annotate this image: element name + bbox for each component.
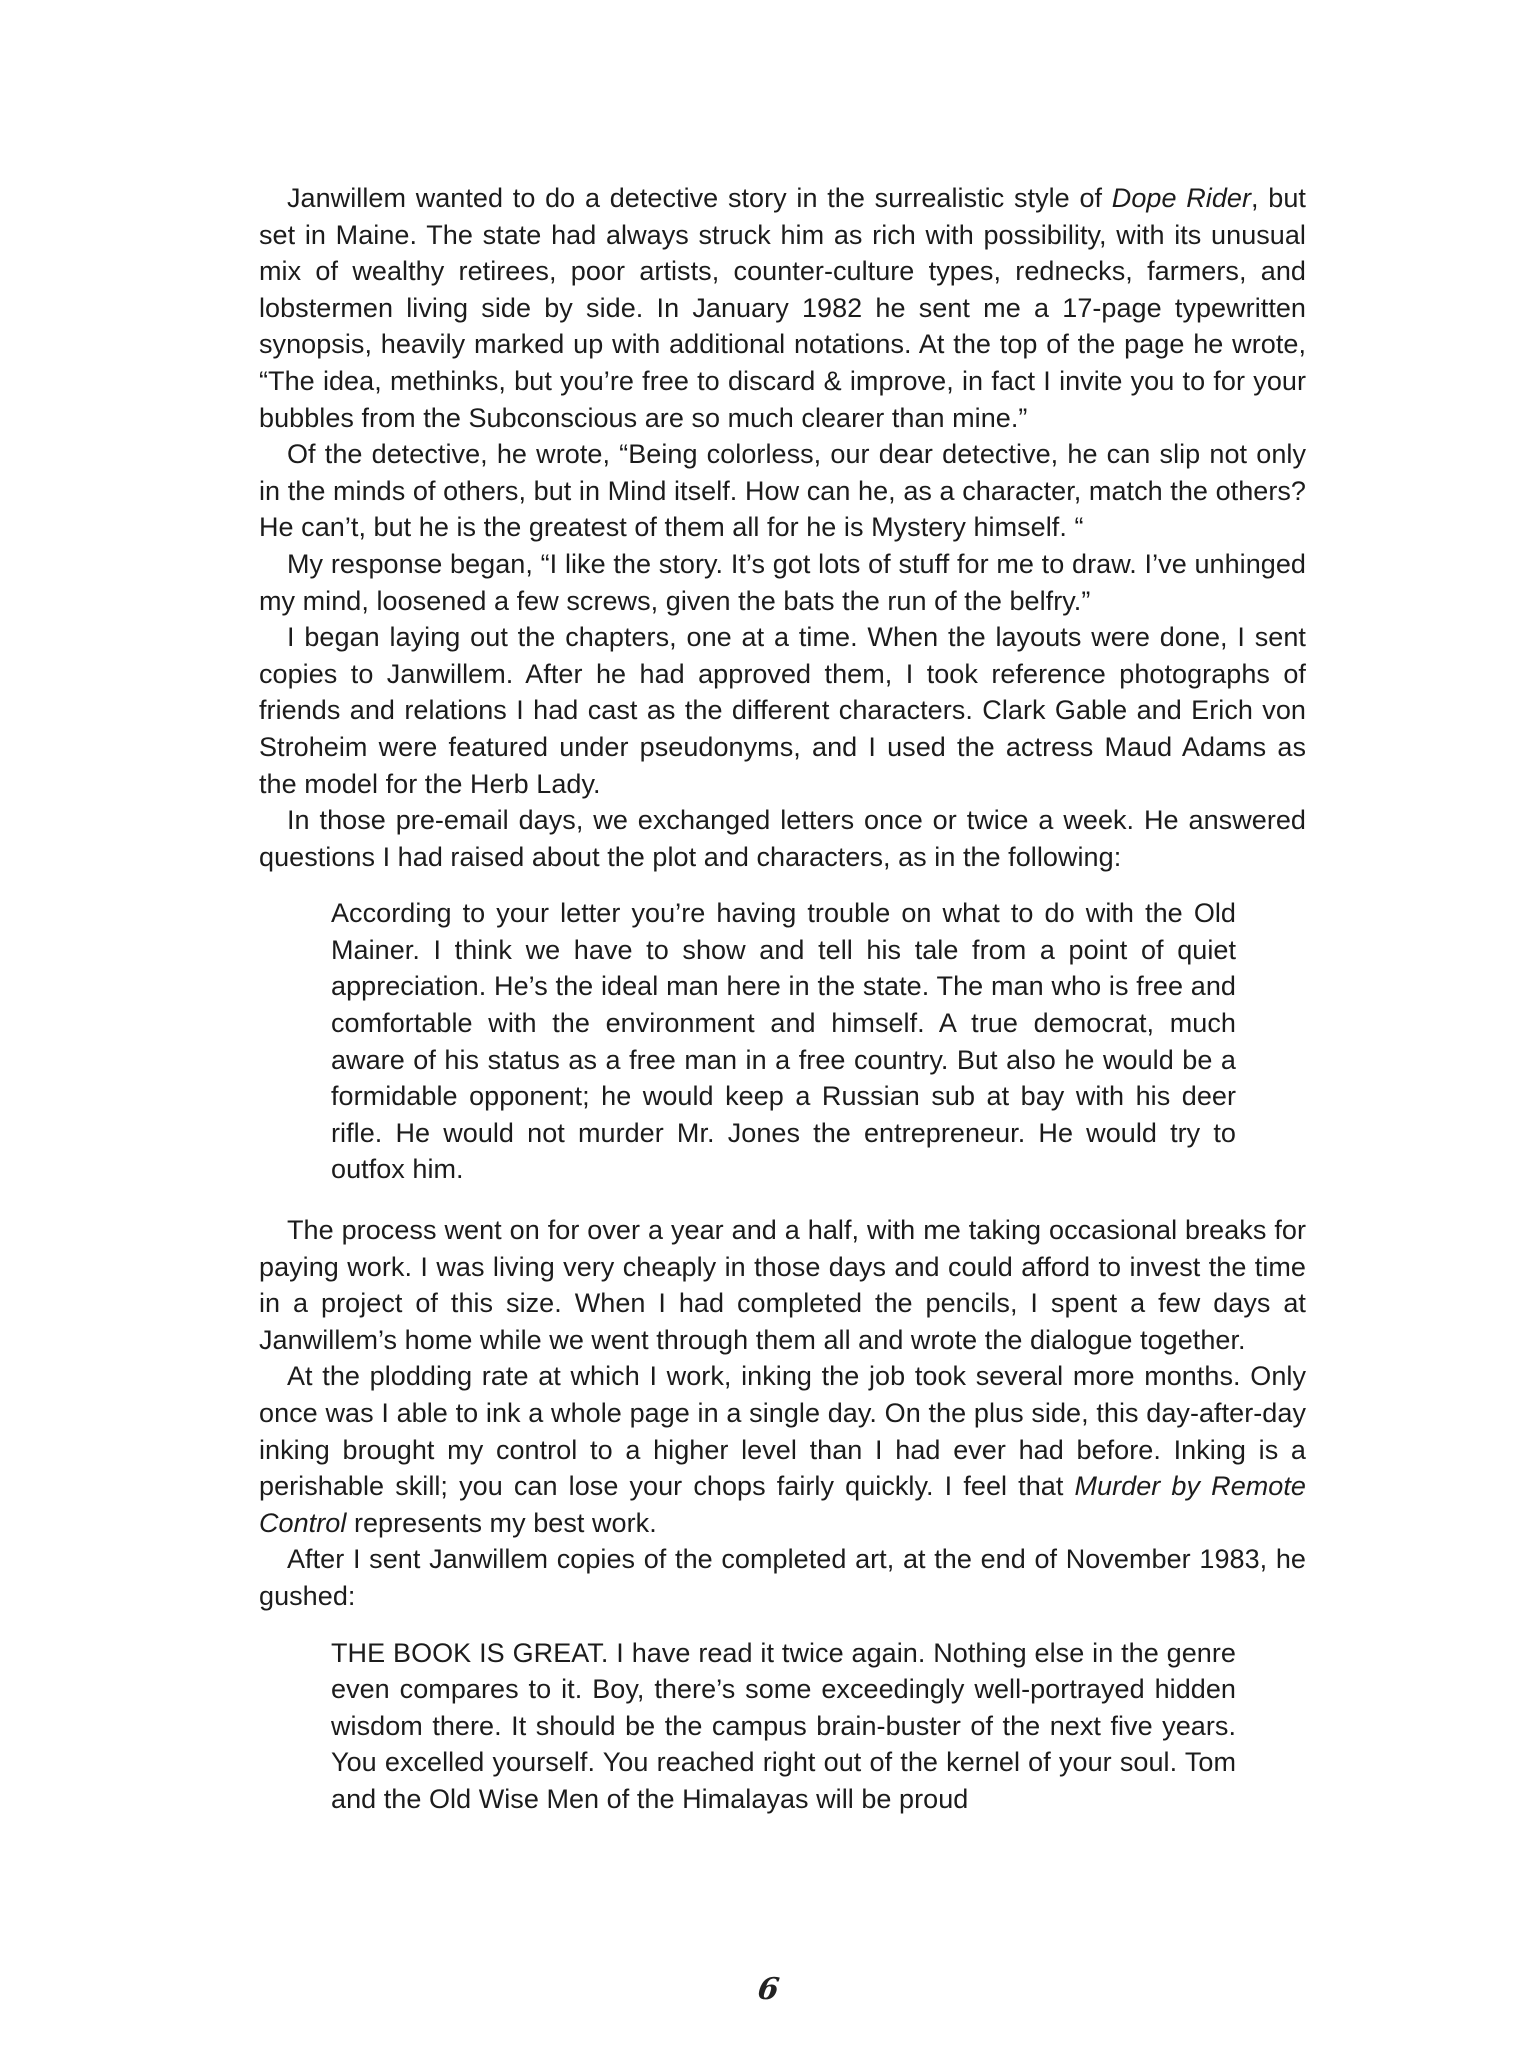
blockquote-book-is-great-text: THE BOOK IS GREAT. I have read it twice again. Nothing else in the genre even compares to it. Boy, there’s some exceedingly well-portrayed hidden wisdom there. It should be the campus brain-buster of the next five years. You excelled yourself. You reached right out of the kernel of your soul. Tom and the Old Wise Men of the Himalayas will be proud bbox=[331, 1637, 1236, 1814]
paragraph-completed-art: After I sent Janwillem copies of the completed art, at the end of November 1983, he gushed: bbox=[259, 1544, 1306, 1611]
paragraph-inking-text-b: represents my best work. bbox=[346, 1507, 657, 1538]
blockquote-old-mainer bbox=[331, 895, 1236, 1188]
paragraph-inking-text-a: At the plodding rate at which I work, inking the job took several more months. Only once was I able to ink a whole page in a single day. On the plus side, this day-after-day inking brought my control to a higher level than I had ever had before. Inking is a perishable skill; you can lose your chops fairly quickly. I feel that bbox=[259, 1361, 1306, 1502]
book-title-murder-by-remote-control: Murder by Remote Control bbox=[259, 1471, 1306, 1538]
paragraph-layouts: I began laying out the chapters, one at a time. When the layouts were done, I sent copies to Janwillem. After he had approved them, I took reference photographs of friends and relations I had cast as the different characters. Clark Gable and Erich von Stroheim were featured under pseudonyms, and I used the actress Maud Adams as the model for the Herb Lady. bbox=[259, 622, 1306, 799]
paragraph-intro-text-b: , but set in Maine. The state had always struck him as rich with possibility, with its unusual mix of wealthy retirees, poor artists, counter-culture types, rednecks, farmers, and lobstermen living side by side. In January 1982 he sent me a 17-page typewritten synopsis, heavily marked up with additional notations. At the top of the page he wrote, “The idea, methinks, but you’re free to discard & improve, in fact I invite you to for your bubbles from the Subconscious are so much clearer than mine.” bbox=[259, 183, 1306, 433]
book-title-dope-rider: Dope Rider bbox=[1111, 183, 1252, 213]
paragraph-response: My response began, “I like the story. It’s got lots of stuff for me to draw. I’ve unhinged my mind, loosened a few screws, given the bats the run of the belfry.” bbox=[259, 548, 1306, 616]
paragraph-letters: In those pre-email days, we exchanged letters once or twice a week. He answered questions I had raised about the plot and characters, as in the following: bbox=[259, 805, 1306, 872]
paragraph-intro-text-a: Janwillem wanted to do a detective story in the surrealistic style of bbox=[287, 183, 1112, 213]
blockquote-book-is-great bbox=[331, 1635, 1236, 1818]
blockquote-old-mainer-text: According to your letter you’re having trouble on what to do with the Old Mainer. I think we have to show and tell his tale from a point of quiet appreciation. He’s the ideal man here in the state. The man who is free and comfortable with the environment and himself. A true democrat, much aware of his status as a free man in a free country. But also he would be a formidable opponent; he would keep a Russian sub at bay with his deer rifle. He would not murder Mr. Jones the entrepreneur. He would try to outfox him. bbox=[331, 898, 1236, 1185]
page-number bbox=[0, 1972, 1536, 2007]
paragraph-inking bbox=[259, 1358, 1306, 1541]
paragraph-process: The process went on for over a year and a half, with me taking occasional breaks for paying work. I was living very cheaply in those days and could afford to invest the time in a project of this size. When I had completed the pencils, I spent a few days at Janwillem’s home while we went through them all and wrote the dialogue together. bbox=[259, 1215, 1306, 1355]
paragraph-detective: Of the detective, he wrote, “Being colorless, our dear detective, he can slip not only in the minds of others, but in Mind itself. How can he, as a character, match the others? He can’t, but he is the greatest of them all for he is Mystery himself. “ bbox=[259, 439, 1306, 543]
page-number-text: 6 bbox=[755, 1972, 781, 2007]
paragraph-intro bbox=[259, 180, 1306, 436]
page-body bbox=[259, 180, 1306, 1818]
